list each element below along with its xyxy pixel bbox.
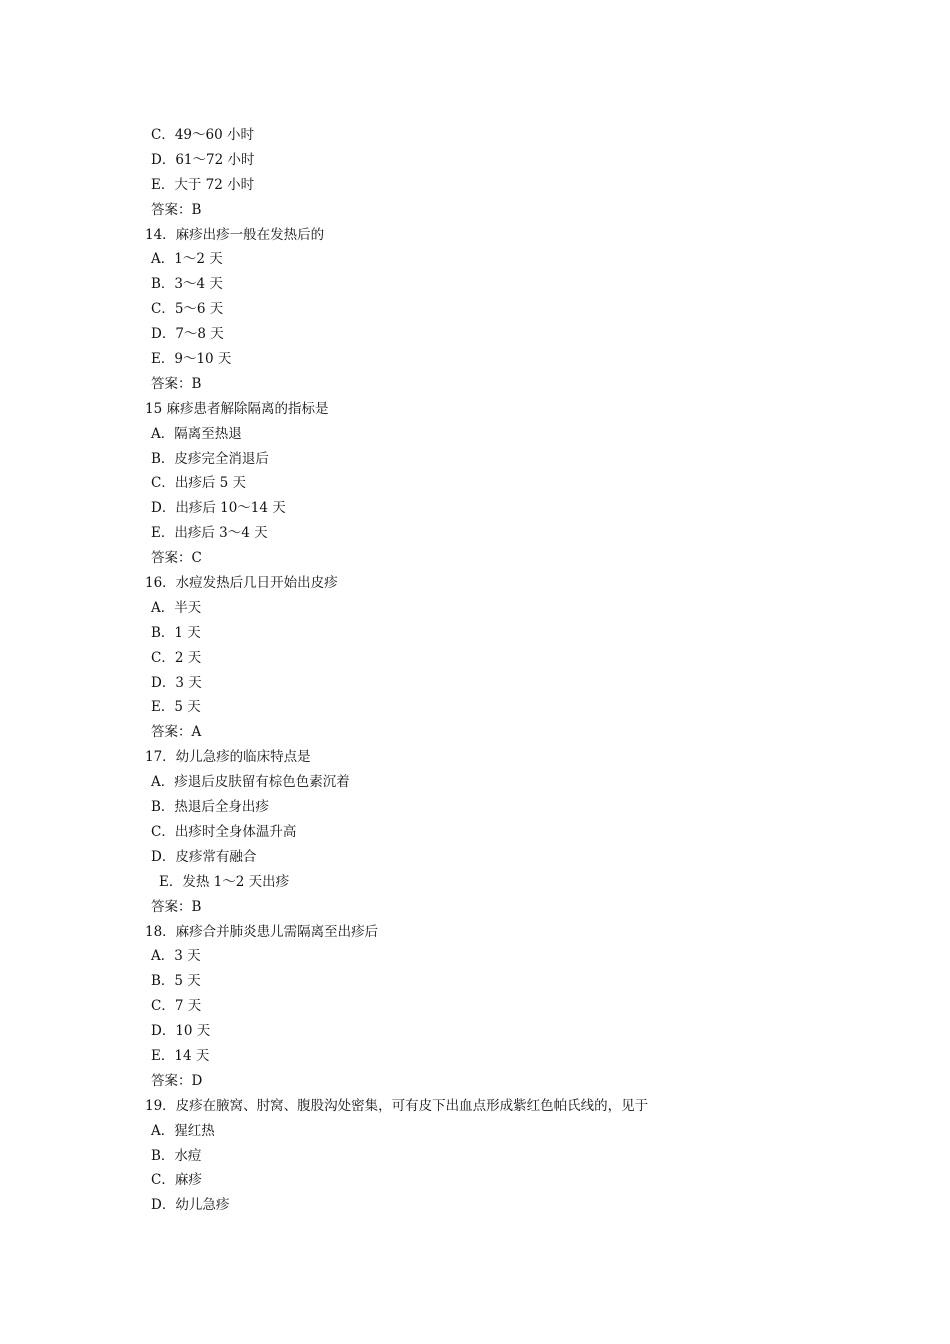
document-page xyxy=(0,123,950,1218)
option-text: B．水痘 xyxy=(151,1147,202,1164)
option-text: A．隔离至热退 xyxy=(151,425,242,442)
answer-text: 答案：B xyxy=(151,201,202,218)
answer-text: 答案：B xyxy=(151,898,202,915)
option-text: A．猩红热 xyxy=(151,1122,215,1139)
question-text: 17．幼儿急疹的临床特点是 xyxy=(145,749,311,766)
option-text: E．发热 1～2 天出疹 xyxy=(159,873,290,890)
option-text: E．5 天 xyxy=(151,699,201,716)
option-text: C．麻疹 xyxy=(151,1172,202,1189)
option-text: D．出疹后 10～14 天 xyxy=(151,500,286,517)
option-text: E．大于 72 小时 xyxy=(151,176,255,193)
option-text: D．7～8 天 xyxy=(151,326,224,343)
option-text: C．7 天 xyxy=(151,998,202,1015)
answer-text: 答案：C xyxy=(151,550,202,567)
option-text: D．3 天 xyxy=(151,674,202,691)
answer-text: 答案：D xyxy=(151,1072,203,1089)
option-text: C．49～60 小时 xyxy=(151,127,254,143)
option-text: B．热退后全身出疹 xyxy=(151,799,269,816)
option-text: B．1 天 xyxy=(151,624,201,641)
option-text: A．3 天 xyxy=(151,948,201,965)
option-text: C．出疹时全身体温升高 xyxy=(151,823,297,840)
option-text: A．1～2 天 xyxy=(151,251,223,268)
question-text: 16．水痘发热后几日开始出皮疹 xyxy=(145,575,338,592)
option-text: D．皮疹常有融合 xyxy=(151,848,257,865)
option-text: C．2 天 xyxy=(151,649,202,666)
option-text: A．半天 xyxy=(151,599,202,616)
option-text: D．61～72 小时 xyxy=(151,151,255,168)
answer-text: 答案：A xyxy=(151,724,202,741)
question-text: 19．皮疹在腋窝、肘窝、腹股沟处密集，可有皮下出血点形成紫红色帕氏线的，见于 xyxy=(145,1097,649,1114)
option-text: C．5～6 天 xyxy=(151,301,224,318)
option-text: B．5 天 xyxy=(151,973,201,990)
answer-text: 答案：B xyxy=(151,375,202,392)
option-text: D．10 天 xyxy=(151,1023,211,1040)
question-text: 15 麻疹患者解除隔离的指标是 xyxy=(145,400,329,417)
option-text: D．幼儿急疹 xyxy=(151,1197,230,1214)
option-text: B．皮疹完全消退后 xyxy=(151,450,269,467)
option-text: A．疹退后皮肤留有棕色色素沉着 xyxy=(151,774,350,791)
option-text: B．3～4 天 xyxy=(151,276,223,293)
option-text: E．9～10 天 xyxy=(151,351,232,368)
option-text: E．出疹后 3～4 天 xyxy=(151,525,268,542)
option-text: C．出疹后 5 天 xyxy=(151,475,247,492)
question-text: 18．麻疹合并肺炎患儿需隔离至出疹后 xyxy=(145,923,379,940)
question-text: 14．麻疹出疹一般在发热后的 xyxy=(145,226,325,243)
option-text: E．14 天 xyxy=(151,1047,210,1064)
